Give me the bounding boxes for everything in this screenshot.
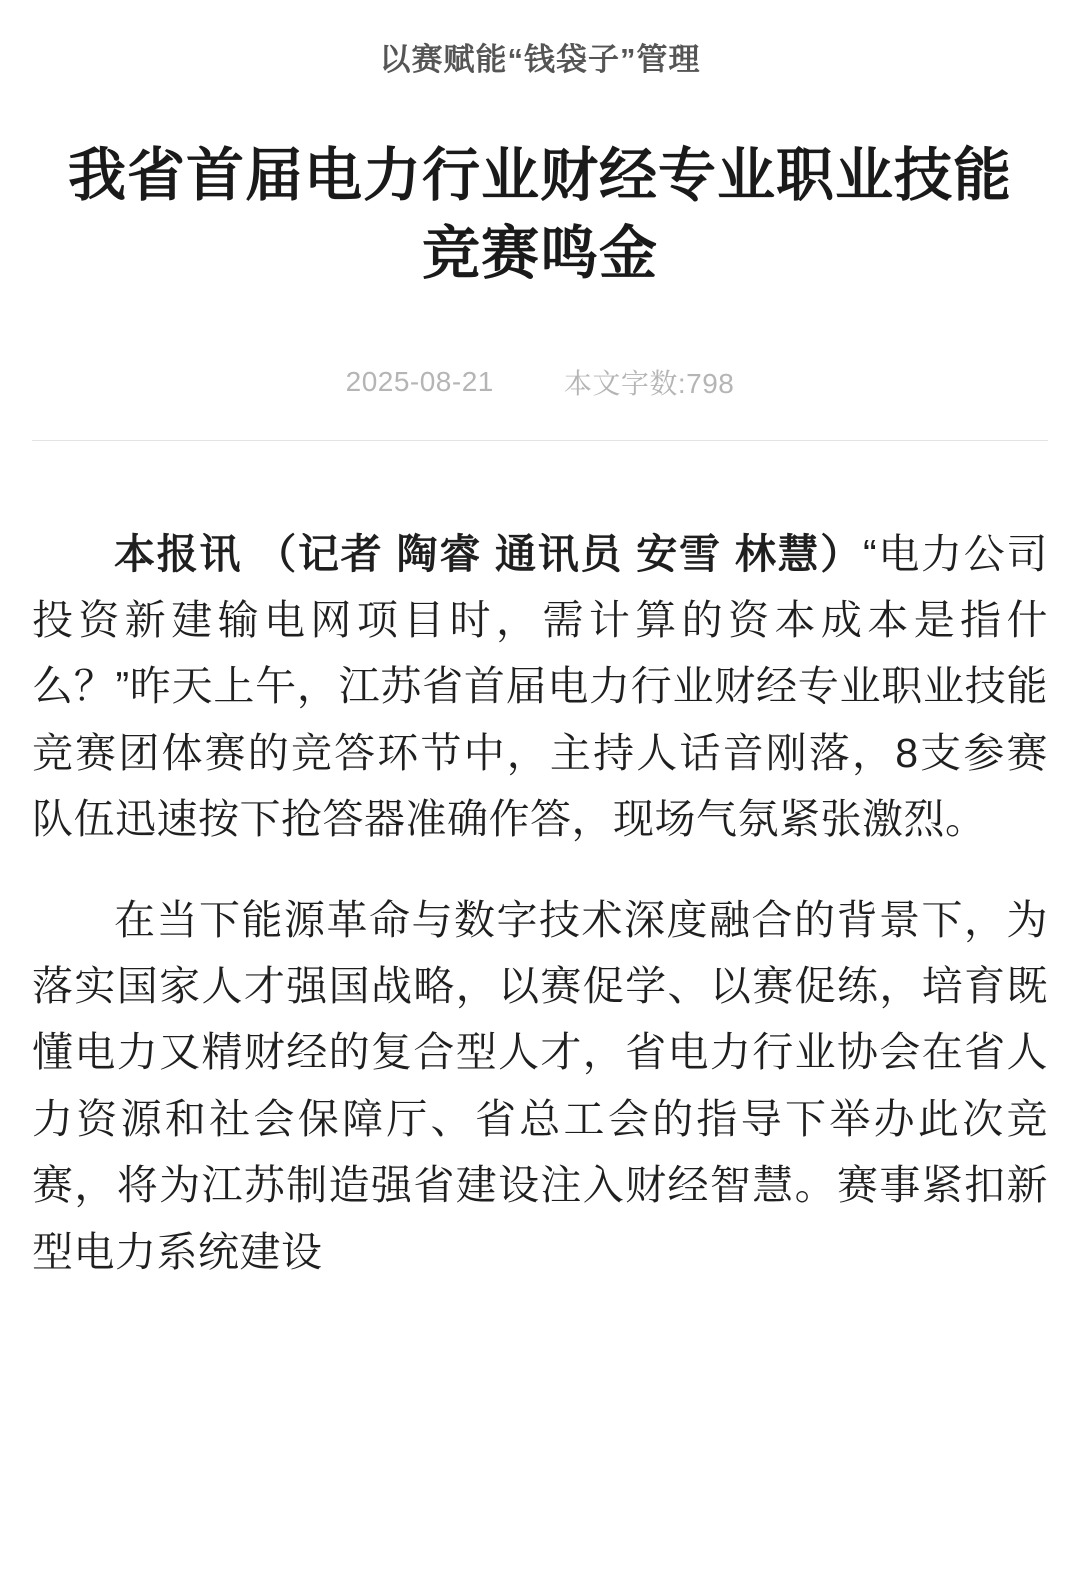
paragraph-text: “电力公司投资新建输电网项目时，需计算的资本成本是指什么？”昨天上午，江苏省首届电力行业财经专业职业技能竞赛团体赛的竞答环节中，主持人话音刚落，8支参赛队伍迅速按下抢答器准确作答，现场气氛紧张激烈。	[32, 530, 1048, 843]
article-body	[32, 521, 1048, 1285]
paragraph-lead: 本报讯 （记者 陶睿 通讯员 安雪 林慧）	[114, 530, 863, 577]
article-paragraph	[32, 887, 1048, 1285]
header-divider	[32, 440, 1048, 441]
article-kicker: 以赛赋能“钱袋子”管理	[379, 42, 701, 77]
article-page	[0, 38, 1080, 1581]
article-meta	[32, 362, 1048, 402]
word-count: 本文字数:798	[563, 367, 735, 399]
page-title: 我省首届电力行业财经专业职业技能竞赛鸣金	[67, 143, 1012, 286]
publish-date: 2025-08-21	[345, 365, 494, 397]
article-paragraph	[32, 521, 1048, 853]
paragraph-text: 在当下能源革命与数字技术深度融合的背景下，为落实国家人才强国战略，以赛促学、以赛促练，培育既懂电力又精财经的复合型人才，省电力行业协会在省人力资源和社会保障厅、省总工会的指导下举办此次竞赛，将为江苏制造强省建设注入财经智慧。赛事紧扣新型电力系统建设	[32, 896, 1048, 1275]
